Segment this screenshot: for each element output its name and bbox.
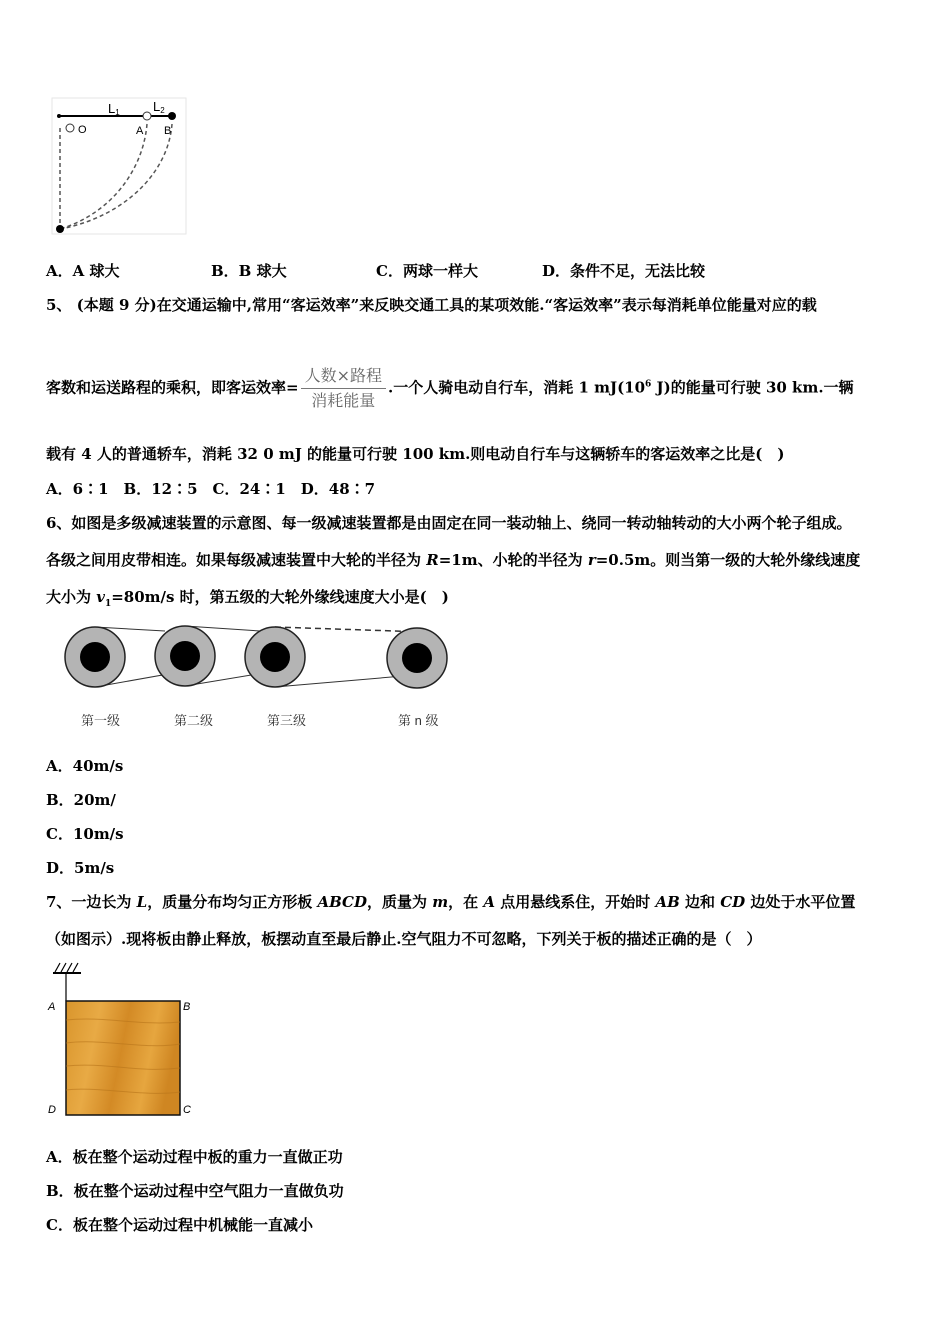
corner-label-c: C [183,1104,191,1116]
label-l1: L1 [108,101,120,117]
gear-label-n: 第 n 级 [398,713,439,728]
q6-option-c: C．10m/s [46,825,124,843]
q4-option-c: C．两球一样大 [376,262,478,280]
q4-option-d: D．条件不足，无法比较 [542,262,706,280]
gear-label-3: 第三级 [267,713,307,728]
q6-option-b: B．20m/ [46,791,116,809]
q5-options: A．6∶1 B．12∶5 C．24∶1 D．48∶7 [46,480,376,498]
q5-line3: 载有 4 人的普通轿车，消耗 32 0 mJ 的能量可行驶 100 km.则电动自行车与这辆轿车的客运效率之比是( ) [46,445,785,463]
pendulum-figure [50,96,190,238]
square-plate-figure [45,958,200,1118]
gear-reduction-figure [55,618,455,736]
corner-label-d: D [48,1104,56,1116]
gear-level-n [387,628,447,688]
q7-option-a: A．板在整个运动过程中板的重力一直做正功 [46,1148,343,1166]
q7-line2: （如图示）.现将板由静止释放，板摆动直至最后静止.空气阻力不可忽略，下列关于板的描述正确的是（ ） [46,930,762,948]
gear-label-1: 第一级 [81,713,121,728]
q7-option-c: C．板在整个运动过程中机械能一直减小 [46,1216,313,1234]
q5-line1: 5、 (本题 9 分)在交通运输中,常用“客运效率”来反映交通工具的某项效能.“客运效率”表示每消耗单位能量对应的载 [46,296,817,314]
corner-label-a: A [48,1001,56,1013]
wood-plate [66,1001,180,1115]
gear-level-1 [65,627,125,687]
label-b: B [164,125,172,137]
corner-label-b: B [183,1001,191,1013]
q6-option-d: D．5m/s [46,859,115,877]
label-l2: L2 [153,99,165,115]
q6-line1: 6、如图是多级减速装置的示意图、每一级减速装置都是由固定在同一装动轴上、绕同一转动轴转动的大小两个轮子组成。 [46,514,852,532]
q5-line2: 客数和运送路程的乘积，即客运效率= $\frac{\text{人数×路程}}{\text{消耗能量}}$ .一个人骑电动自行车，消耗 1 $mJ(10^6$ J)的能量可行驶 30 km.一辆 [46,366,854,410]
q7-option-b: B．板在整个运动过程中空气阻力一直做负功 [46,1182,344,1200]
label-o: O [78,124,87,136]
q6-line2: 各级之间用皮带相连。如果每级减速装置中大轮的半径为 R=1m、小轮的半径为 r=0.5m。则当第一级的大轮外缘线速度 [46,551,861,569]
gear-label-2: 第二级 [174,713,214,728]
q6-line3: 大小为 $v_1=80m/s$ 时，第五级的大轮外缘线速度大小是( ) [46,588,449,609]
gear-level-2 [155,626,215,686]
q7-line1: 7、一边长为 L，质量分布均匀正方形板 ABCD，质量为 m，在 A 点用悬线系住，开始时 AB 边和 CD 边处于水平位置 [46,893,856,911]
gear-level-3 [245,627,305,687]
label-a: A [136,125,144,137]
efficiency-fraction: $\frac{\text{人数×路程}}{\text{消耗能量}}$ [301,366,386,411]
q4-option-b: B．B 球大 [211,262,287,280]
q4-option-a: A．A 球大 [46,262,120,280]
q6-option-a: A．40m/s [46,757,124,775]
